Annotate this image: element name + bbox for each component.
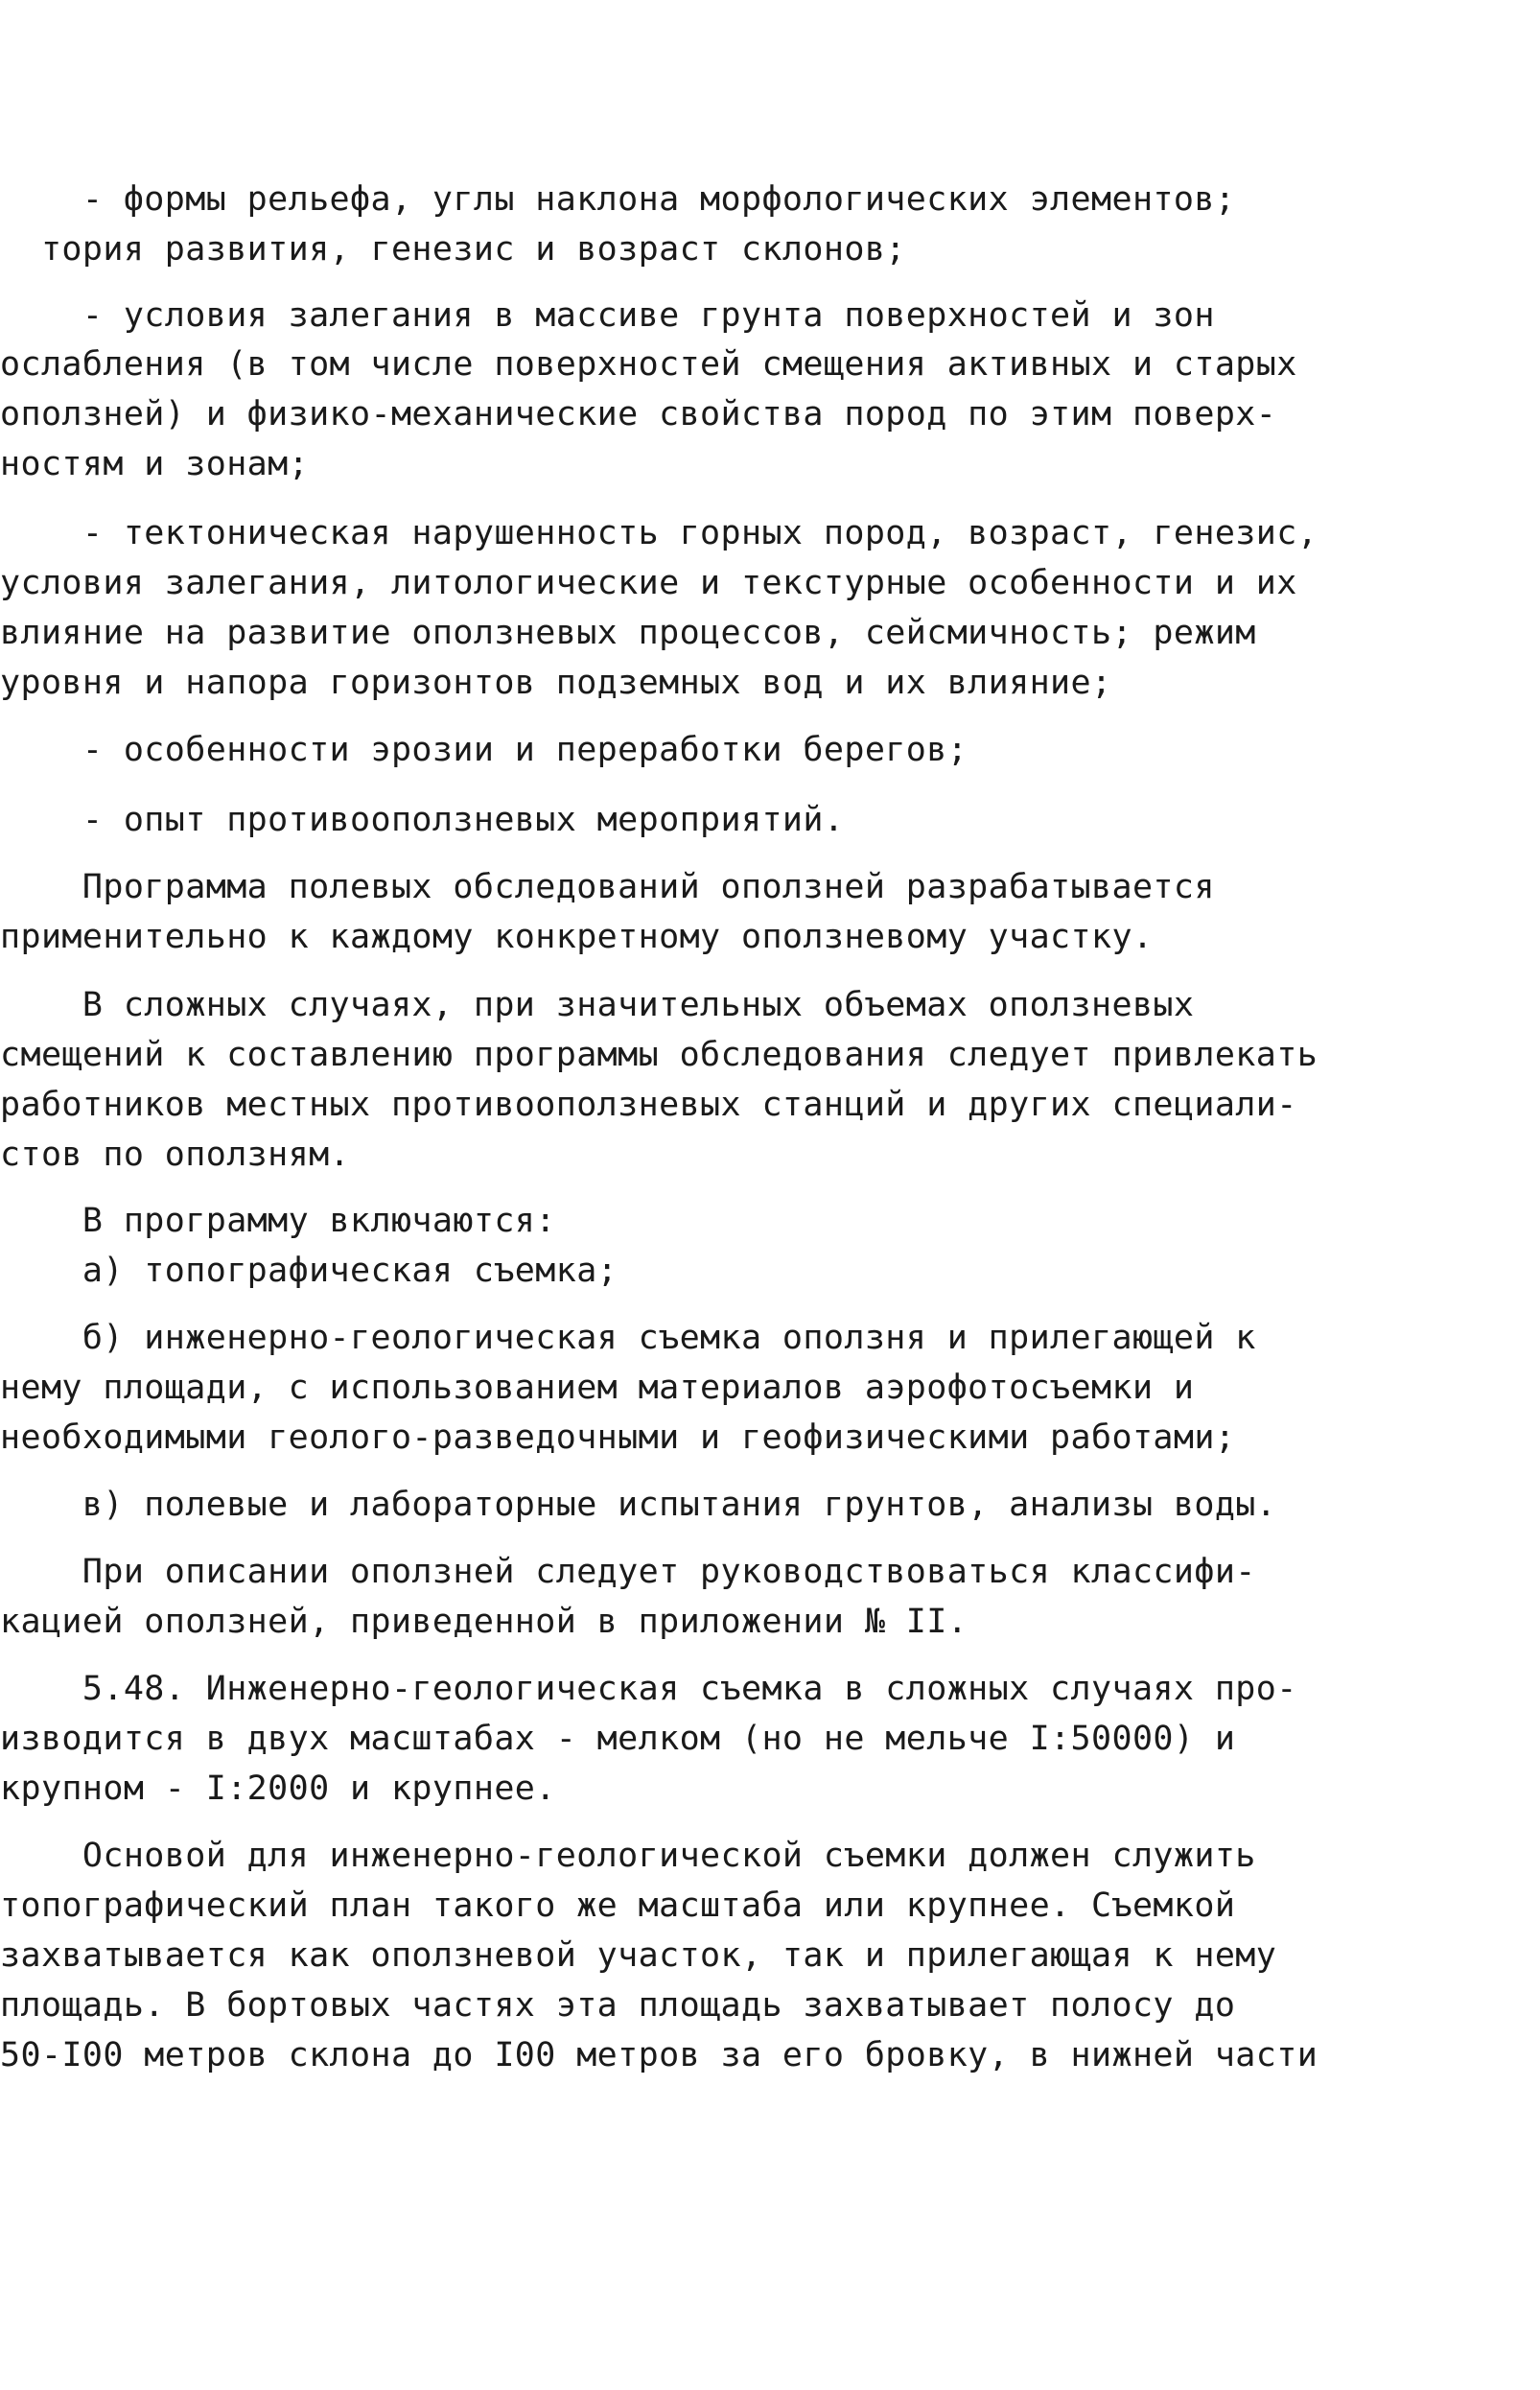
text-line-7: - тектоническая нарушенность горных пород, возраст, генезис,	[0, 514, 1318, 552]
text-line-13: Программа полевых обследований оползней разрабатывается	[0, 868, 1215, 906]
text-line-24: в) полевые и лабораторные испытания грунтов, анализы воды.	[0, 1486, 1277, 1524]
text-line-19: В программу включаются:	[0, 1202, 556, 1240]
text-line-18: стов по оползням.	[0, 1136, 351, 1174]
text-line-27: 5.48. Инженерно-геологическая съемка в сложных случаях про-	[0, 1670, 1297, 1708]
text-line-11: - особенности эрозии и переработки берегов;	[0, 731, 968, 769]
text-line-14: применительно к каждому конкретному оползневому участку.	[0, 918, 1154, 956]
text-line-17: работников местных противооползневых станций и других специали-	[0, 1086, 1297, 1124]
text-line-15: В сложных случаях, при значительных объемах оползневых	[0, 986, 1195, 1024]
text-line-31: топографический план такого же масштаба или крупнее. Съемкой	[0, 1886, 1236, 1925]
text-line-25: При описании оползней следует руководствоваться классифи-	[0, 1553, 1256, 1591]
text-line-2: тория развития, генезис и возраст склонов;	[0, 230, 906, 269]
text-line-22: нему площади, с использованием материалов аэрофотосъемки и	[0, 1369, 1195, 1407]
text-line-33: площадь. В бортовых частях эта площадь захватывает полосу до	[0, 1986, 1236, 2025]
text-line-21: б) инженерно-геологическая съемка оползня и прилегающей к	[0, 1319, 1256, 1357]
text-line-32: захватывается как оползневой участок, так и прилегающая к нему	[0, 1936, 1277, 1975]
text-line-30: Основой для инженерно-геологической съемки должен служить	[0, 1837, 1256, 1875]
text-line-4: ослабления (в том числе поверхностей смещения активных и старых	[0, 345, 1297, 384]
text-line-10: уровня и напора горизонтов подземных вод и их влияние;	[0, 664, 1112, 702]
text-line-8: условия залегания, литологические и текстурные особенности и их	[0, 564, 1297, 602]
text-line-5: оползней) и физико-механические свойства пород по этим поверх-	[0, 395, 1277, 433]
text-line-3: - условия залегания в массиве грунта поверхностей и зон	[0, 296, 1215, 335]
text-line-1: - формы рельефа, углы наклона морфологических элементов;	[0, 180, 1236, 219]
text-line-6: ностям и зонам;	[0, 445, 310, 483]
text-line-28: изводится в двух масштабах - мелком (но не мельче I:50000) и	[0, 1720, 1236, 1758]
text-line-16: смещений к составлению программы обследования следует привлекать	[0, 1036, 1318, 1074]
text-line-29: крупном - I:2000 и крупнее.	[0, 1769, 556, 1808]
text-line-12: - опыт противооползневых мероприятий.	[0, 801, 845, 839]
text-line-23: необходимыми геолого-разведочными и геофизическими работами;	[0, 1418, 1236, 1457]
text-line-34: 50-I00 метров склона до I00 метров за его бровку, в нижней части	[0, 2036, 1318, 2074]
text-line-20: а) топографическая съемка;	[0, 1252, 618, 1290]
text-line-26: кацией оползней, приведенной в приложении № II.	[0, 1603, 968, 1641]
text-line-9: влияние на развитие оползневых процессов, сейсмичность; режим	[0, 614, 1256, 652]
